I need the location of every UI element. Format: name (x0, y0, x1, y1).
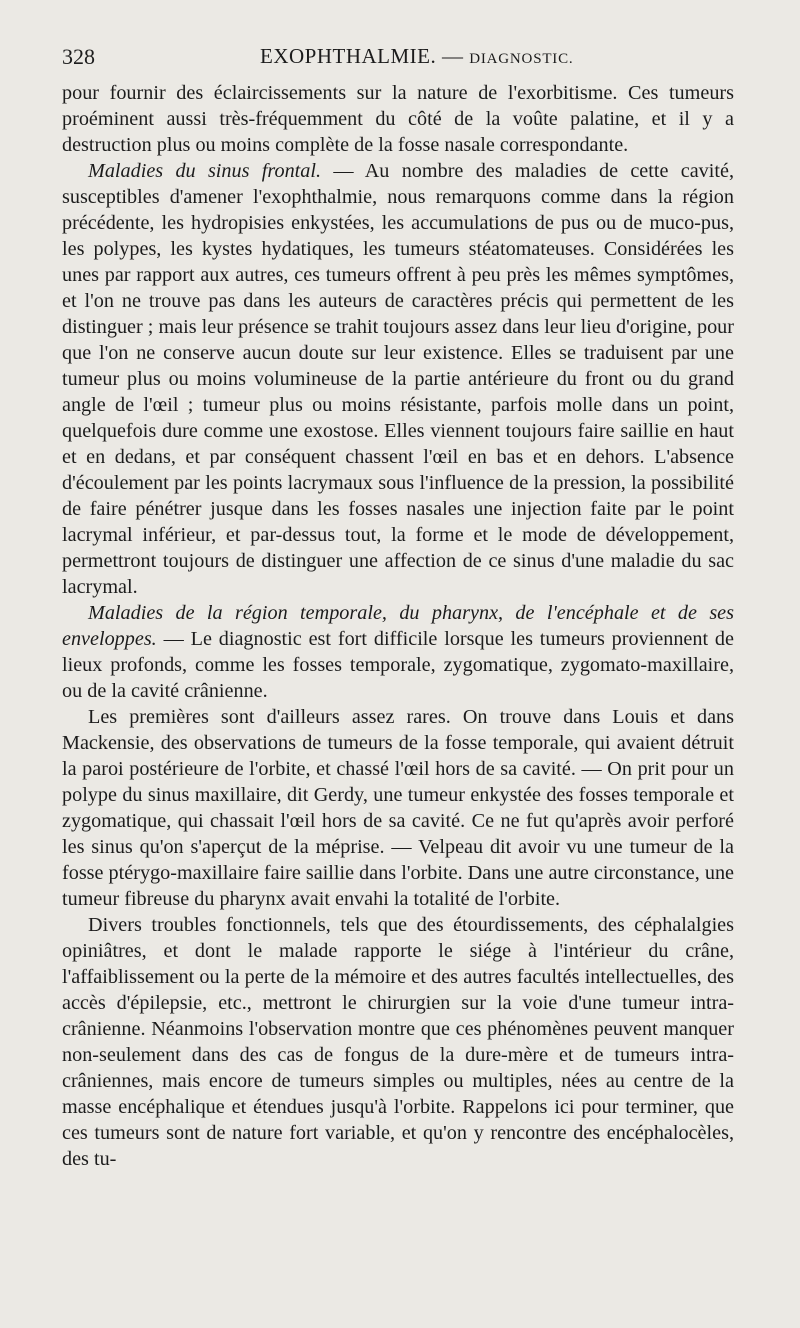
title-dash: — (441, 44, 464, 68)
paragraph-text: pour fournir des éclaircissements sur la nature de l'exorbitisme. Ces tumeurs proéminent aussi très-fréquemment du côté de la voûte palatine, et il y a destruction plus ou moins complète de la fosse nasale correspondante. (62, 82, 734, 156)
paragraph-continuation (62, 80, 734, 158)
paragraph-text: — Au nombre des maladies de cette cavité, susceptibles d'amener l'exophthalmie, nous remarquons comme dans la région précédente, les hydropisies enkystées, les accumulations de pus ou de muco-pus, les polypes, les kystes hydatiques, les tumeurs stéatomateuses. Considérées les unes par rapport aux autres, ces tumeurs offrent à peu près les mêmes symptômes, et l'on ne trouve pas dans les auteurs de caractères précis qui permettent de les distinguer ; mais leur présence se trahit toujours assez dans leur lieu d'origine, pour que l'on ne conserve aucun doute sur leur existence. Elles se traduisent par une tumeur plus ou moins volumineuse de la partie antérieure du front ou du grand angle de l'œil ; tumeur plus ou moins résistante, parfois molle dans un point, quelquefois dure comme une exostose. Elles viennent toujours faire saillie en haut et en dedans, et par conséquent chassent l'œil en bas et en dehors. L'absence d'écoulement par les points lacrymaux sous l'influence de la pression, la possibilité de faire pénétrer jusque dans les fosses nasales une injection faite par le point lacrymal inférieur, et par-dessus tout, la forme et le mode de développement, permettront toujours de distinguer une affection de ce sinus d'une maladie du sac lacrymal. (62, 160, 734, 598)
section-heading: Maladies de la région temporale, du pharynx, de l'encéphale et de ses enveloppes. (62, 602, 734, 650)
section-title: DIAGNOSTIC. (469, 51, 574, 67)
paragraph-premieres (62, 704, 734, 912)
body-text (62, 80, 734, 1172)
paragraph-region-temporale (62, 600, 734, 704)
paragraph-sinus-frontal (62, 158, 734, 600)
section-heading: Maladies du sinus frontal. (88, 160, 322, 182)
paragraph-text: Les premières sont d'ailleurs assez rares. On trouve dans Louis et dans Mackensie, des observations de tumeurs de la fosse temporale, qui avaient détruit la paroi postérieure de l'orbite, et chassé l'œil hors de sa cavité. — On prit pour un polype du sinus maxillaire, dit Gerdy, une tumeur enkystée des fosses temporale et zygomatique, qui chassait l'œil hors de sa cavité. Ce ne fut qu'après avoir perforé les sinus qu'on s'aperçut de la méprise. — Velpeau dit avoir vu une tumeur de la fosse ptérygo-maxillaire faire saillie dans l'orbite. Dans une autre circonstance, une tumeur fibreuse du pharynx avait envahi la totalité de l'orbite. (62, 706, 734, 910)
running-header (62, 44, 734, 78)
paragraph-text: Divers troubles fonctionnels, tels que des étourdissements, des céphalalgies opiniâtres, et dont le malade rapporte le siége à l'intérieur du crâne, l'affaiblissement ou la perte de la mémoire et des autres facultés intellectuelles, des accès d'épilepsie, etc., mettront le chirurgien sur la voie d'une tumeur intra-crânienne. Néanmoins l'observation montre que ces phénomènes peuvent manquer non-seulement dans des cas de fongus de la dure-mère et de tumeurs intra-crâniennes, mais encore de tumeurs simples ou multiples, nées au centre de la masse encéphalique et étendues jusqu'à l'orbite. Rappelons ici pour terminer, que ces tumeurs sont de nature fort variable, et qu'on y rencontre des encéphalocèles, des tu- (62, 914, 734, 1170)
running-title (260, 44, 573, 69)
page-number: 328 (62, 44, 95, 69)
chapter-title: EXOPHTHALMIE. (260, 44, 437, 68)
paragraph-text: — Le diagnostic est fort difficile lorsque les tumeurs proviennent de lieux profonds, comme les fosses temporale, zygomatique, zygomato-maxillaire, ou de la cavité crânienne. (62, 628, 734, 702)
paragraph-troubles (62, 912, 734, 1172)
